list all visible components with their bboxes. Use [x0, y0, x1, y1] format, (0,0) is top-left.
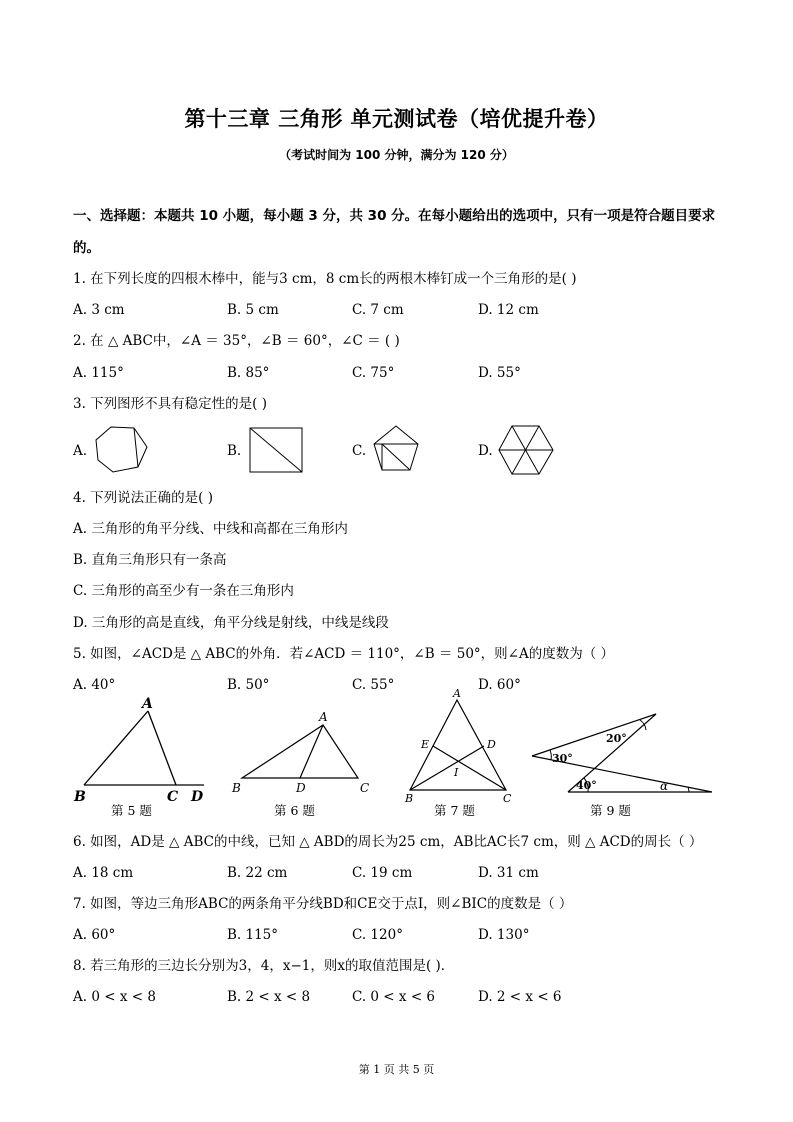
q7-option-a: A. 60° — [73, 927, 116, 943]
fig9-angle-20: 20° — [606, 732, 627, 745]
q1-option-c: C. 7 cm — [352, 302, 404, 318]
q3-figure-b-square — [246, 426, 306, 474]
q3-option-c: C. — [352, 443, 367, 459]
q7-option-d: D. 130° — [478, 927, 530, 943]
fig5-label-b: B — [74, 789, 86, 805]
q6-option-a: A. 18 cm — [73, 865, 134, 881]
fig6-label-b: B — [232, 781, 241, 795]
fig5-label-d: D — [191, 789, 204, 805]
fig5-label-c: C — [167, 789, 179, 805]
fig9-angle-40: 40° — [576, 779, 597, 792]
q4-option-b: B. 直角三角形只有一条高 — [73, 552, 227, 568]
q3-option-d: D. — [478, 443, 493, 459]
fig7-label-a: A — [453, 687, 461, 700]
q1-option-d: D. 12 cm — [478, 302, 539, 318]
q3-figure-d-hexagon — [497, 424, 555, 476]
question-4-stem: 4. 下列说法正确的是( ) — [73, 490, 213, 506]
figure-q6 — [228, 708, 378, 800]
q8-option-b: B. 2 < x < 8 — [227, 989, 311, 1005]
figure-q6-caption: 第 6 题 — [274, 803, 315, 818]
q5-option-c: C. 55° — [352, 677, 395, 693]
q1-option-a: A. 3 cm — [73, 302, 125, 318]
q6-option-c: C. 19 cm — [352, 865, 413, 881]
q7-option-c: C. 120° — [352, 927, 403, 943]
q3-figure-c-pentagon — [371, 424, 423, 474]
q8-option-c: C. 0 < x < 6 — [352, 989, 436, 1005]
page-title: 第十三章 三角形 单元测试卷（培优提升卷） — [184, 107, 609, 131]
figure-q7-caption: 第 7 题 — [434, 803, 475, 818]
q3-figure-a-heptagon — [92, 425, 152, 475]
q8-option-a: A. 0 < x < 8 — [73, 989, 156, 1005]
figure-q7 — [400, 686, 525, 804]
figure-q9-caption: 第 9 题 — [590, 803, 631, 818]
fig7-label-i: I — [454, 766, 459, 779]
question-5-stem: 5. 如图，∠ACD是 △ ABC的外角．若∠ACD ＝ 110°，∠B ＝ 50°，则∠A的度数为（ ） — [73, 646, 615, 662]
q7-option-b: B. 115° — [227, 927, 279, 943]
question-3-stem: 3. 下列图形不具有稳定性的是( ) — [73, 396, 267, 412]
q3-option-a: A. — [73, 443, 88, 459]
fig7-label-c: C — [503, 792, 512, 804]
fig7-label-e: E — [421, 738, 430, 751]
section-heading-line1: 一、选择题：本题共 10 小题，每小题 3 分，共 30 分。在每小题给出的选项中，只有一项是符合题目要求 — [73, 208, 716, 224]
q5-option-a: A. 40° — [73, 677, 116, 693]
fig5-label-a: A — [142, 696, 153, 712]
fig6-label-c: C — [360, 781, 370, 795]
question-8-stem: 8. 若三角形的三边长分别为3，4，x−1，则x的取值范围是( )． — [73, 958, 455, 974]
fig7-label-d: D — [487, 738, 496, 751]
q2-option-d: D. 55° — [478, 365, 521, 381]
q4-option-d: D. 三角形的高是直线，角平分线是射线，中线是线段 — [73, 615, 389, 631]
q2-option-c: C. 75° — [352, 365, 395, 381]
fig7-label-b: B — [405, 792, 414, 804]
figure-q5 — [70, 695, 220, 805]
q6-option-d: D. 31 cm — [478, 865, 539, 881]
fig9-angle-30: 30° — [552, 752, 573, 765]
q1-option-b: B. 5 cm — [227, 302, 279, 318]
q5-option-d: D. 60° — [478, 677, 521, 693]
figure-q9 — [528, 708, 718, 796]
exam-info: （考试时间为 100 分钟，满分为 120 分） — [279, 148, 514, 162]
question-1-stem: 1. 在下列长度的四根木棒中，能与3 cm，8 cm长的两根木棒钉成一个三角形的是( ) — [73, 271, 577, 287]
fig9-angle-alpha: α — [660, 779, 669, 793]
q8-option-d: D. 2 < x < 6 — [478, 989, 562, 1005]
q4-option-a: A. 三角形的角平分线、中线和高都在三角形内 — [73, 521, 348, 537]
figure-q5-caption: 第 5 题 — [111, 803, 152, 818]
q5-option-b: B. 50° — [227, 677, 270, 693]
question-2-stem: 2. 在 △ ABC中，∠A ＝ 35°，∠B ＝ 60°，∠C ＝ ( ) — [73, 333, 400, 349]
fig6-label-d: D — [296, 781, 306, 795]
page-footer: 第 1 页 共 5 页 — [358, 1063, 435, 1076]
section-heading-line2: 的。 — [73, 240, 100, 256]
question-7-stem: 7. 如图，等边三角形ABC的两条角平分线BD和CE交于点I，则∠BIC的度数是（ ） — [73, 896, 573, 912]
q2-option-b: B. 85° — [227, 365, 270, 381]
q3-option-b: B. — [227, 443, 242, 459]
q6-option-b: B. 22 cm — [227, 865, 288, 881]
q4-option-c: C. 三角形的高至少有一条在三角形内 — [73, 583, 294, 599]
question-6-stem: 6. 如图，AD是 △ ABC的中线，已知 △ ABD的周长为25 cm，AB比AC长7 cm，则 △ ACD的周长（ ） — [73, 834, 703, 850]
fig6-label-a: A — [319, 710, 328, 724]
q2-option-a: A. 115° — [73, 365, 124, 381]
